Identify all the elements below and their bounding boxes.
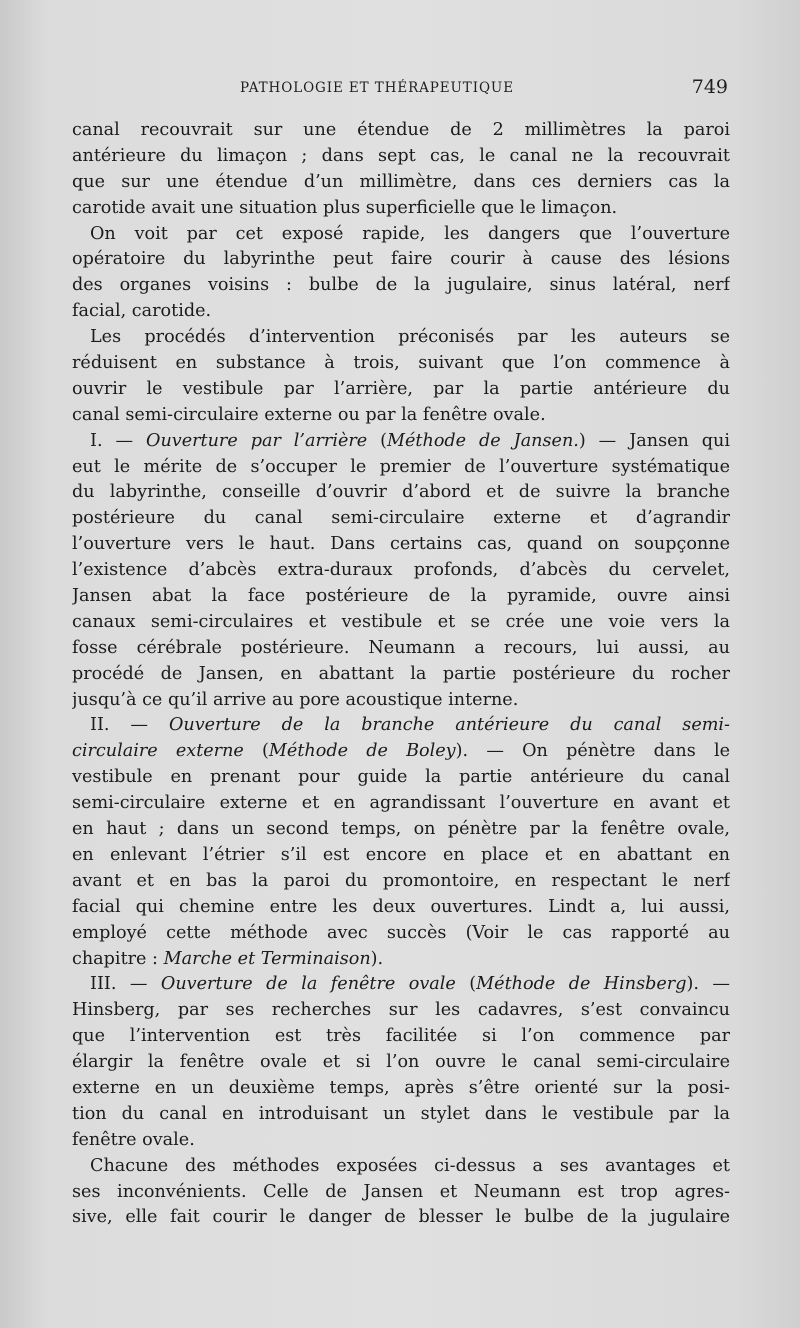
text-line	[72, 1154, 730, 1180]
text-line	[72, 1076, 730, 1102]
text-line	[72, 1128, 730, 1154]
text-line	[72, 765, 730, 791]
text-line	[72, 1205, 730, 1231]
text-line	[72, 1024, 730, 1050]
italic-text: Méthode de Boley	[268, 741, 456, 762]
text-segment: tion du canal en introduisant un stylet dans le vestibule par la	[72, 1103, 730, 1124]
text-line	[72, 998, 730, 1024]
text-segment: canaux semi-circulaires et vestibule et se crée une voie vers la	[72, 611, 730, 632]
text-line	[72, 480, 730, 506]
text-line	[72, 610, 730, 636]
text-segment: des organes voisins : bulbe de la jugulaire, sinus latéral, nerf	[72, 275, 730, 296]
text-line	[72, 688, 730, 714]
text-line	[72, 869, 730, 895]
text-line	[72, 1050, 730, 1076]
text-segment: employé cette méthode avec succès (Voir le cas rapporté au	[72, 922, 730, 943]
text-segment: avant et en bas la paroi du promontoire, en respectant le nerf	[72, 870, 730, 891]
text-segment: canal semi-circulaire externe ou par la fenêtre ovale.	[72, 404, 546, 425]
text-segment: Hinsberg, par ses recherches sur les cadavres, s’est convaincu	[72, 1000, 730, 1021]
text-line	[72, 662, 730, 688]
text-line	[72, 170, 730, 196]
text-line	[72, 377, 730, 403]
text-segment: On voit par cet exposé rapide, les dangers que l’ouverture	[90, 223, 730, 244]
text-line	[72, 506, 730, 532]
italic-text: Ouverture par l’arrière	[146, 430, 368, 451]
text-segment: fosse cérébrale postérieure. Neumann a recours, lui aussi, au	[72, 637, 730, 658]
text-segment: (	[367, 430, 387, 451]
page-number: 749	[691, 76, 728, 98]
text-segment: que sur une étendue d’un millimètre, dans ces derniers cas la	[72, 171, 730, 192]
italic-text: Méthode de Hinsberg	[476, 974, 687, 995]
text-segment: Chacune des méthodes exposées ci-dessus a ses avantages et	[90, 1155, 730, 1176]
text-segment: II. —	[90, 715, 169, 736]
text-segment: I. —	[90, 430, 147, 451]
text-segment: opératoire du labyrinthe peut faire courir à cause des lésions	[72, 249, 730, 270]
text-segment: Les procédés d’intervention préconisés par les auteurs se	[90, 327, 730, 348]
text-segment: III. —	[90, 974, 161, 995]
text-segment: jusqu’à ce qu’il arrive au pore acoustique interne.	[72, 689, 519, 710]
text-segment: externe en un deuxième temps, après s’être orienté sur la posi-	[72, 1077, 730, 1098]
text-line	[72, 558, 730, 584]
italic-text: circulaire externe	[72, 741, 244, 762]
text-segment: Jansen abat la face postérieure de la pyramide, ouvre ainsi	[72, 586, 730, 607]
italic-text: Méthode de Jansen.	[387, 430, 579, 451]
text-line	[72, 1102, 730, 1128]
text-line	[72, 843, 730, 869]
text-line	[72, 636, 730, 662]
text-segment: postérieure du canal semi-circulaire externe et d’agrandir	[72, 508, 730, 529]
text-segment: (	[455, 974, 477, 995]
text-line	[72, 947, 730, 973]
text-segment: antérieure du limaçon ; dans sept cas, le canal ne la recouvrait	[72, 145, 730, 166]
italic-text: Ouverture de la branche antérieure du canal semi-	[168, 715, 730, 736]
text-segment: semi-circulaire externe et en agrandissant l’ouverture en avant et	[72, 793, 730, 814]
italic-text: Ouverture de la fenêtre ovale	[160, 974, 456, 995]
page-header	[0, 76, 800, 100]
text-line	[72, 584, 730, 610]
text-segment: procédé de Jansen, en abattant la partie postérieure du rocher	[72, 663, 730, 684]
text-line	[72, 403, 730, 429]
text-line	[72, 739, 730, 765]
text-segment: eut le mérite de s’occuper le premier de l’ouverture systématique	[72, 456, 730, 477]
text-line	[72, 118, 730, 144]
text-line	[72, 247, 730, 273]
text-line	[72, 972, 730, 998]
text-segment: ouvrir le vestibule par l’arrière, par la partie antérieure du	[72, 378, 730, 399]
text-line	[72, 817, 730, 843]
text-line	[72, 325, 730, 351]
text-line	[72, 299, 730, 325]
text-segment: réduisent en substance à trois, suivant que l’on commence à	[72, 353, 730, 374]
text-line	[72, 351, 730, 377]
text-line	[72, 791, 730, 817]
text-segment: ). — On pénètre dans le	[455, 741, 730, 762]
text-line	[72, 455, 730, 481]
text-segment: ses inconvénients. Celle de Jansen et Neumann est trop agres-	[72, 1181, 730, 1202]
text-segment: l’ouverture vers le haut. Dans certains cas, quand on soupçonne	[72, 534, 730, 555]
text-segment: en enlevant l’étrier s’il est encore en place et en abattant en	[72, 844, 730, 865]
text-line	[72, 532, 730, 558]
text-line	[72, 713, 730, 739]
text-line	[72, 144, 730, 170]
text-segment: ).	[370, 948, 384, 969]
running-title: PATHOLOGIE ET THÉRAPEUTIQUE	[240, 80, 514, 96]
text-segment: élargir la fenêtre ovale et si l’on ouvre le canal semi-circulaire	[72, 1052, 730, 1073]
italic-text: Marche et Terminaison	[163, 948, 371, 969]
text-segment: du labyrinthe, conseille d’ouvrir d’abord et de suivre la branche	[72, 482, 730, 503]
text-segment: l’existence d’abcès extra-duraux profonds, d’abcès du cervelet,	[72, 560, 730, 581]
text-segment: sive, elle fait courir le danger de blesser le bulbe de la jugulaire	[72, 1207, 730, 1228]
text-segment: facial qui chemine entre les deux ouvertures. Lindt a, lui aussi,	[72, 896, 730, 917]
text-line	[72, 895, 730, 921]
text-line	[72, 921, 730, 947]
text-segment: canal recouvrait sur une étendue de 2 millimètres la paroi	[72, 120, 730, 140]
text-segment: carotide avait une situation plus superficielle que le limaçon.	[72, 197, 618, 218]
text-segment: vestibule en prenant pour guide la partie antérieure du canal	[72, 767, 730, 788]
text-segment: en haut ; dans un second temps, on pénètre par la fenêtre ovale,	[72, 819, 730, 840]
text-line	[72, 1180, 730, 1206]
text-line	[72, 273, 730, 299]
body-text	[72, 118, 730, 1231]
text-segment: ) — Jansen qui	[578, 430, 730, 451]
text-line	[72, 222, 730, 248]
text-segment: (	[243, 741, 269, 762]
text-segment: que l’intervention est très facilitée si l’on commence par	[72, 1026, 730, 1047]
text-segment: facial, carotide.	[72, 301, 212, 322]
text-line	[72, 429, 730, 455]
text-line	[72, 196, 730, 222]
text-segment: chapitre :	[72, 948, 164, 969]
text-segment: fenêtre ovale.	[72, 1129, 195, 1150]
text-segment: ). —	[686, 974, 730, 995]
